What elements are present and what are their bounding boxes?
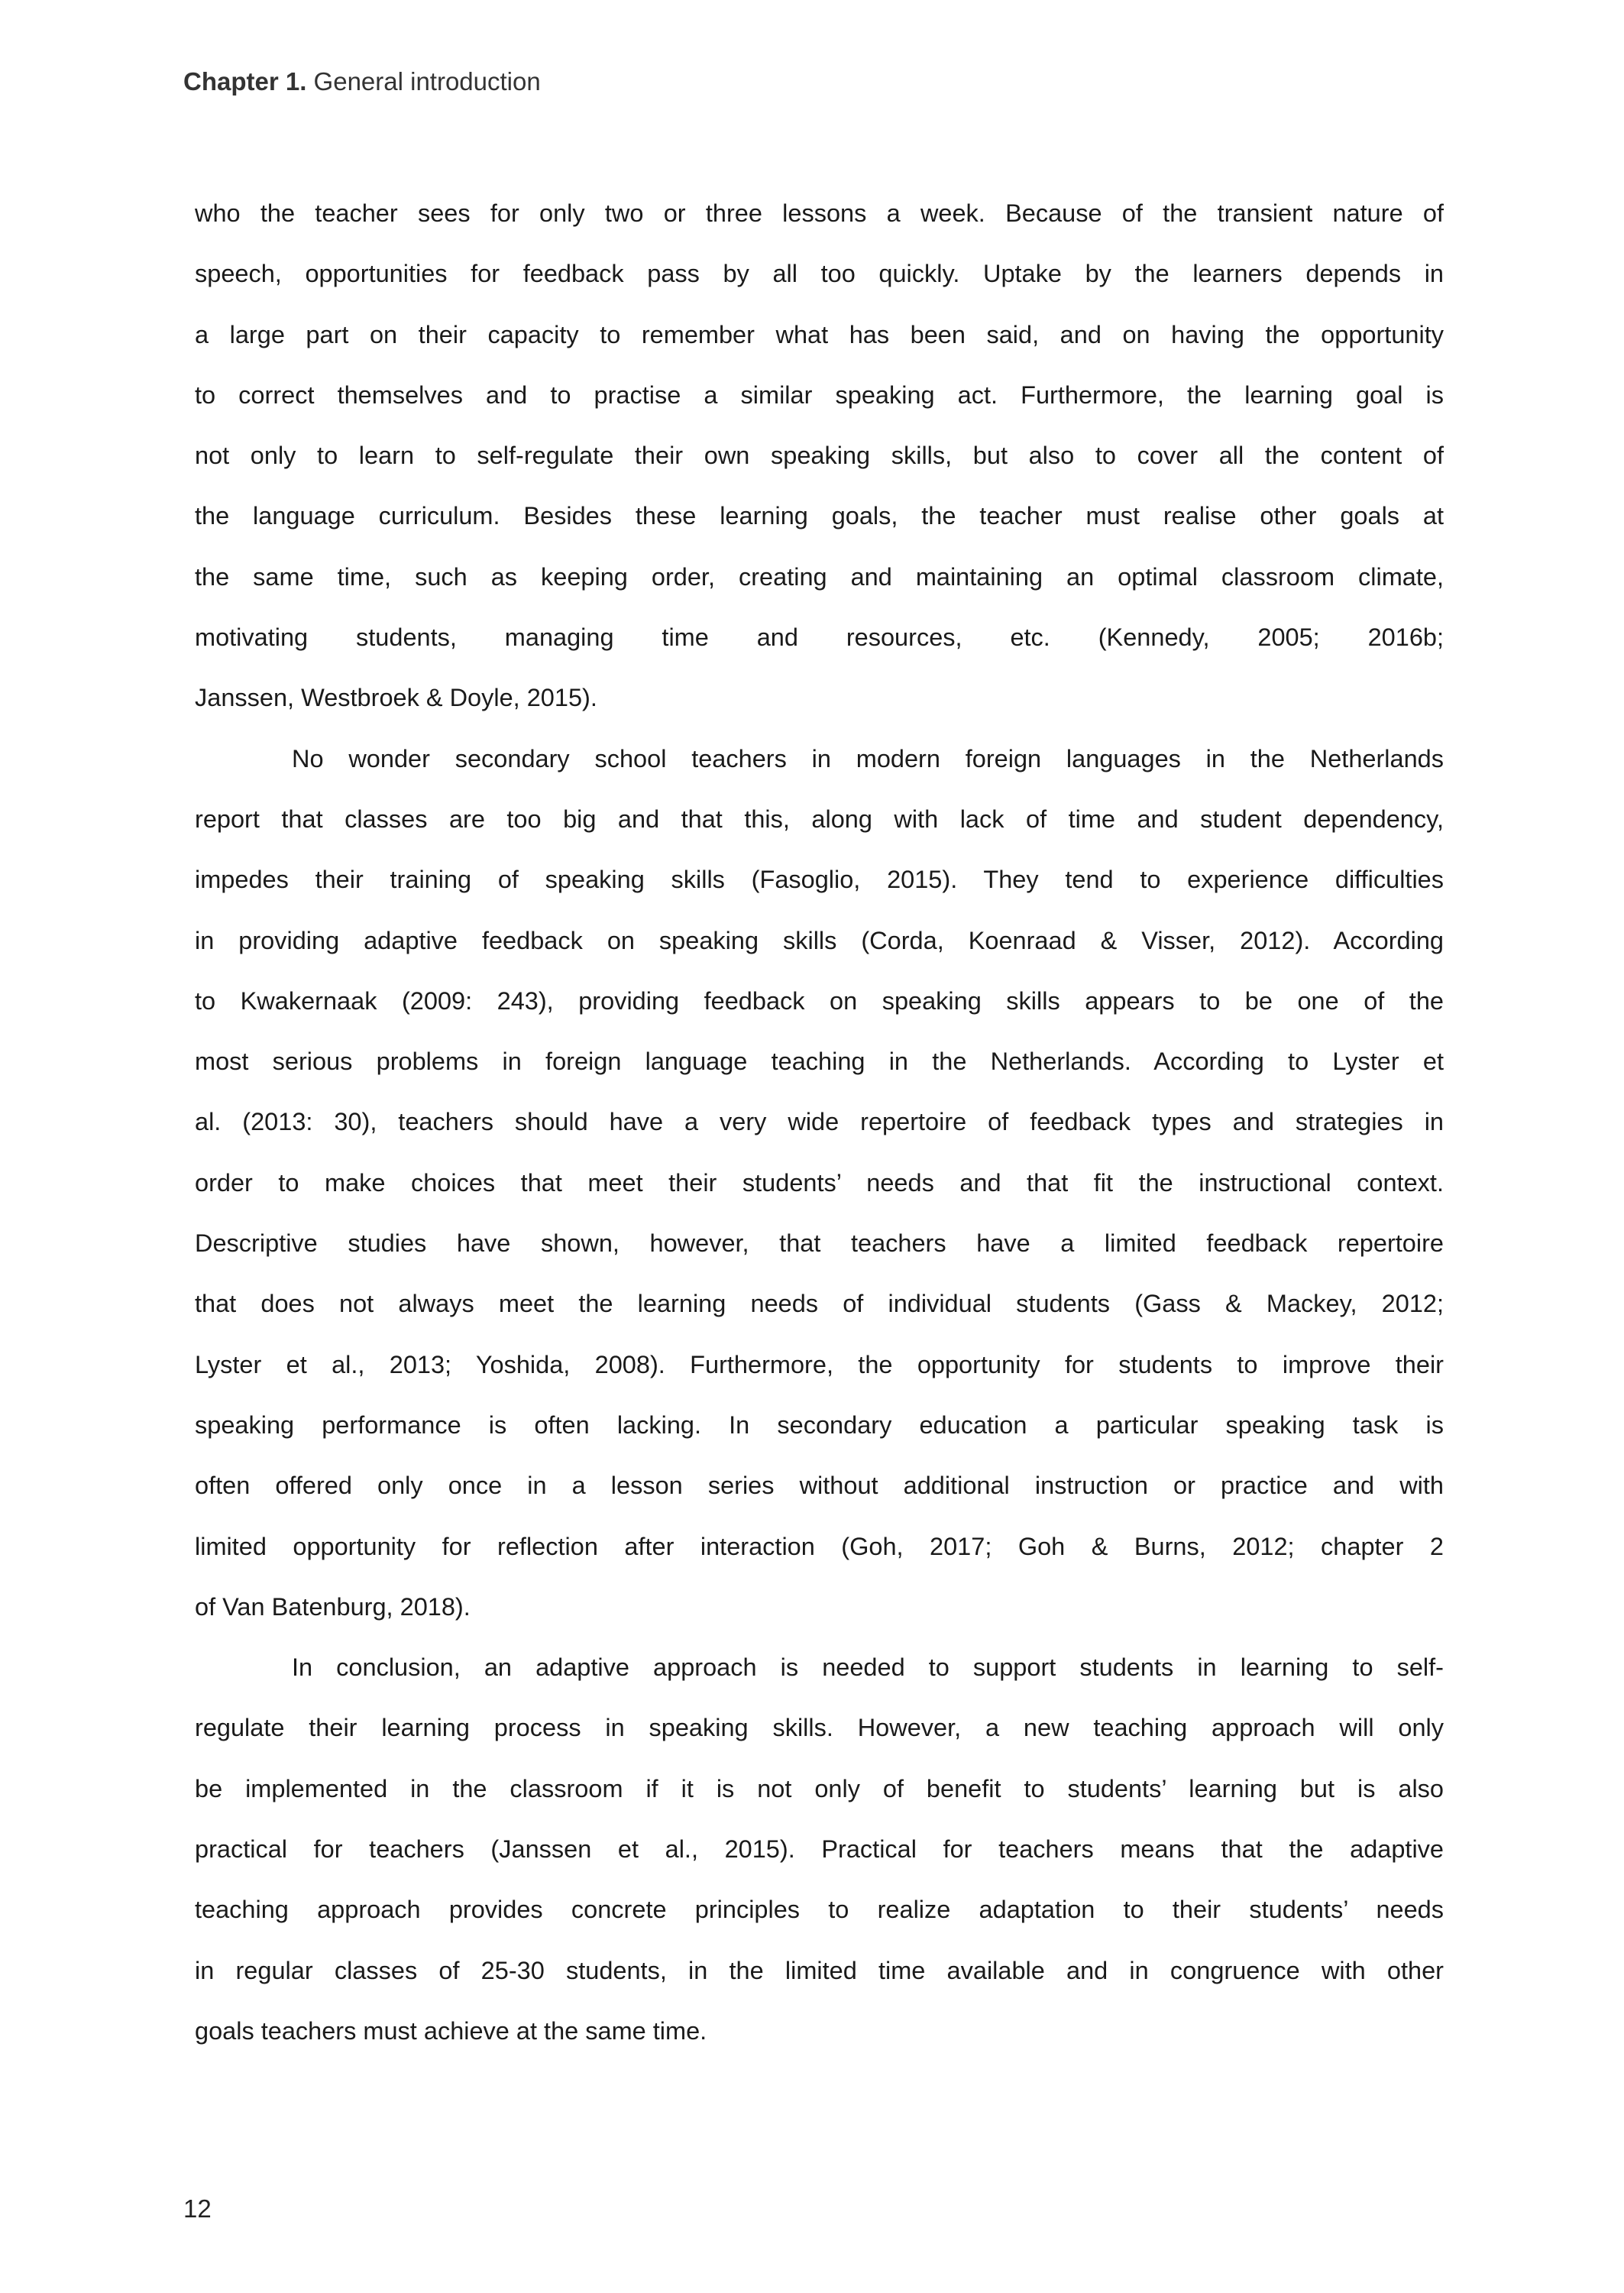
text-line-content: to Kwakernaak (2009: 243), providing feedback on speaking skills appears to be one of the [195,986,1444,1015]
text-line-content: speech, opportunities for feedback pass by all too quickly. Uptake by the learners depends in [195,260,1444,288]
text-line [195,1880,1444,1940]
text-line [195,365,1444,426]
text-line [195,971,1444,1032]
text-line-content: No wonder secondary school teachers in modern foreign languages in the Netherlands [292,744,1444,772]
text-line [195,486,1444,546]
paragraph [195,1637,1444,2061]
text-line [195,668,1444,728]
text-line [195,1759,1444,1819]
paragraph [195,183,1444,729]
text-line-content: al. (2013: 30), teachers should have a very wide repertoire of feedback types and strategies in [195,1108,1444,1136]
text-line-content: speaking performance is often lacking. In secondary education a particular speaking task is [195,1410,1444,1439]
text-line [195,547,1444,607]
text-line-content: who the teacher sees for only two or three lessons a week. Because of the transient nature of [195,199,1444,227]
text-line-content: the same time, such as keeping order, creating and maintaining an optimal classroom climate, [195,562,1444,591]
text-line-content: regulate their learning process in speaking skills. However, a new teaching approach will only [195,1714,1444,1742]
page-number: 12 [183,2194,212,2223]
text-line-content: Janssen, Westbroek & Doyle, 2015). [195,684,597,712]
text-line [195,1274,1444,1334]
text-line-content: Descriptive studies have shown, however, that teachers have a limited feedback repertoire [195,1229,1444,1258]
text-line [195,1032,1444,1092]
text-line [195,1092,1444,1152]
paragraph [195,729,1444,1637]
text-line [195,1395,1444,1456]
chapter-label: Chapter 1. [183,67,307,96]
text-line-content: be implemented in the classroom if it is not only of benefit to students’ learning but is also [195,1774,1444,1802]
text-line [195,607,1444,668]
text-line-content: report that classes are too big and that this, along with lack of time and student dependency, [195,805,1444,833]
text-line [195,1335,1444,1395]
text-line [195,1698,1444,1758]
text-line-content: the language curriculum. Besides these learning goals, the teacher must realise other goals at [195,502,1444,530]
text-line-content: impedes their training of speaking skills (Fasoglio, 2015). They tend to experience difficulties [195,866,1444,894]
text-line-content: most serious problems in foreign language teaching in the Netherlands. According to Lyster et [195,1048,1444,1076]
text-line [195,789,1444,850]
text-line-content: motivating students, managing time and resources, etc. (Kennedy, 2005; 2016b; [195,623,1444,652]
text-line [195,1456,1444,1516]
text-line [195,1941,1444,2001]
text-line-content: teaching approach provides concrete principles to realize adaptation to their students’ needs [195,1896,1444,1924]
text-line-content: order to make choices that meet their students’ needs and that fit the instructional context. [195,1168,1444,1197]
text-line-content: of Van Batenburg, 2018). [195,1592,471,1621]
text-line-content: limited opportunity for reflection after interaction (Goh, 2017; Goh & Burns, 2012; chapter 2 [195,1532,1444,1560]
text-line-content: in regular classes of 25-30 students, in the limited time available and in congruence with other [195,1956,1444,1984]
text-line-content: often offered only once in a lesson series without additional instruction or practice and with [195,1472,1444,1500]
text-line-content: a large part on their capacity to remember what has been said, and on having the opportunity [195,320,1444,348]
text-line [195,305,1444,365]
text-line [195,1577,1444,1637]
text-line [195,850,1444,910]
text-line [195,1153,1444,1213]
text-line-content: goals teachers must achieve at the same time. [195,2016,707,2045]
text-line [195,1213,1444,1274]
text-line-content: practical for teachers (Janssen et al., 2015). Practical for teachers means that the adaptive [195,1835,1444,1864]
text-line [195,244,1444,304]
text-line [195,1517,1444,1577]
body-text [195,183,1444,2061]
text-line-content: Lyster et al., 2013; Yoshida, 2008). Furthermore, the opportunity for students to improve their [195,1350,1444,1378]
text-line [195,1637,1444,1698]
running-header [183,67,541,96]
text-line [195,729,1444,789]
chapter-title: General introduction [313,67,541,96]
text-line [195,911,1444,971]
text-line [195,1819,1444,1880]
text-line-content: in providing adaptive feedback on speaking skills (Corda, Koenraad & Visser, 2012). According [195,926,1444,954]
text-line-content: to correct themselves and to practise a similar speaking act. Furthermore, the learning goal is [195,381,1444,409]
text-line [195,183,1444,244]
text-line-content: that does not always meet the learning needs of individual students (Gass & Mackey, 2012; [195,1290,1444,1318]
text-line-content: In conclusion, an adaptive approach is needed to support students in learning to self- [292,1653,1444,1682]
text-line [195,426,1444,486]
text-line-content: not only to learn to self-regulate their own speaking skills, but also to cover all the content of [195,442,1444,470]
text-line [195,2001,1444,2061]
